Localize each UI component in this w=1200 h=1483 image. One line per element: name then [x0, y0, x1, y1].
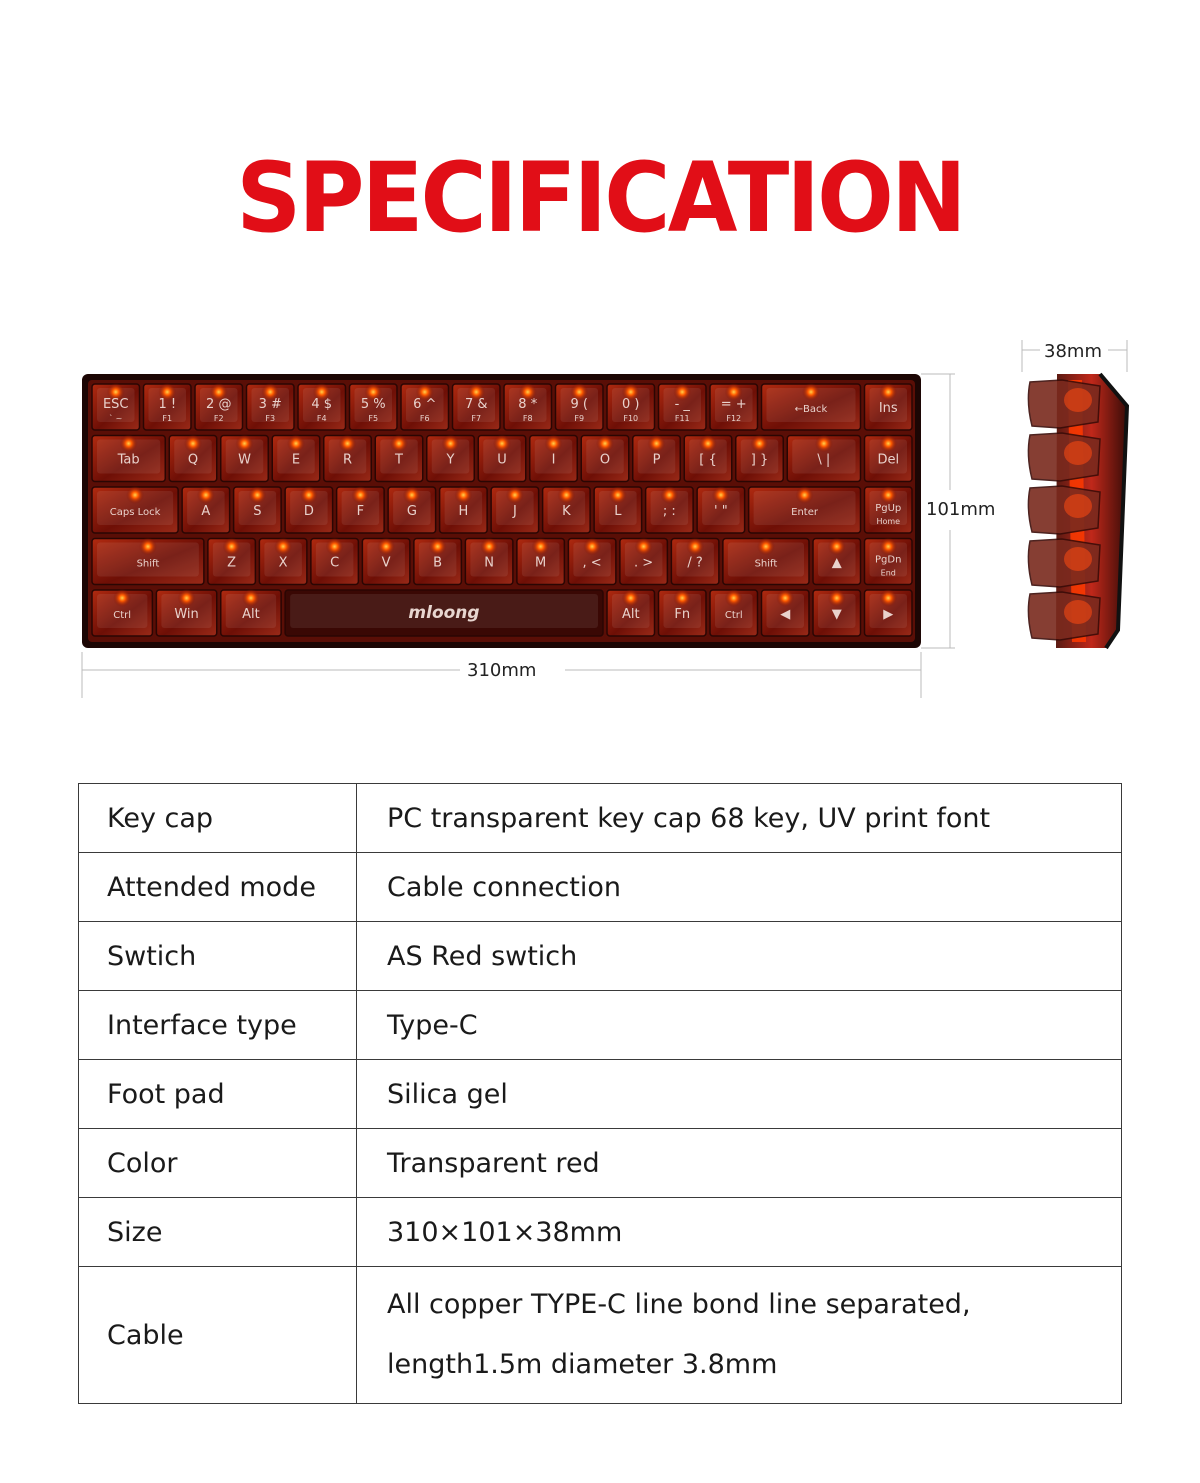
- keycap-sub-legend: End: [880, 568, 896, 578]
- keycap-legend: C: [330, 555, 340, 571]
- keycap: [504, 383, 552, 430]
- height-dimension-label: 101mm: [922, 499, 999, 520]
- page-title: SPECIFICATION: [236, 142, 964, 254]
- keycap-sub-legend: F3: [265, 414, 276, 423]
- keycap: [491, 486, 539, 533]
- specification-table: [78, 783, 1122, 1404]
- keycap: [362, 538, 410, 585]
- keycap-legend: Fn: [674, 607, 691, 622]
- keycap: [543, 486, 591, 533]
- keycap: [247, 383, 295, 430]
- keycap: [749, 486, 861, 533]
- keycap-sub-legend: F7: [471, 414, 482, 423]
- keycap: [787, 435, 860, 482]
- keycap: [813, 538, 861, 585]
- keycap-legend: Q: [187, 452, 199, 468]
- spec-label: Swtich: [79, 922, 357, 991]
- keycap: [697, 486, 745, 533]
- keycap: [684, 435, 732, 482]
- keycap: [427, 435, 475, 482]
- keycap-sub-legend: F4: [316, 414, 327, 423]
- keycap-legend: R: [342, 452, 353, 468]
- keycap: [375, 435, 423, 482]
- keycap: [221, 589, 281, 636]
- keycap: [414, 538, 462, 585]
- keycap-legend: ▼: [831, 607, 842, 622]
- keycap: [865, 383, 913, 430]
- width-dimension-label: 310mm: [463, 660, 540, 681]
- keycap: [234, 486, 282, 533]
- keycap: [710, 383, 758, 430]
- keycap-legend: = +: [720, 397, 747, 412]
- table-row: [79, 991, 1122, 1060]
- keycap-sub-legend: ` ~: [109, 414, 123, 423]
- keycap-legend: A: [201, 504, 211, 519]
- keycap: [285, 486, 333, 533]
- keycap: [92, 589, 152, 636]
- keycap-sub-legend: Home: [876, 517, 901, 526]
- spec-label: Size: [79, 1198, 357, 1267]
- keycap-legend: - _: [674, 397, 690, 412]
- keycap: [517, 538, 565, 585]
- keycap-legend: PgUp: [875, 503, 902, 514]
- keycap: [813, 589, 861, 636]
- keycap-legend: 8 *: [518, 397, 538, 412]
- keycap-legend: I: [551, 452, 556, 468]
- keycap-legend: 1 !: [158, 397, 177, 412]
- keycap: [865, 589, 913, 636]
- keyboard-illustration: [0, 330, 1200, 710]
- keycap-legend: . >: [634, 555, 654, 571]
- keycap-legend: 6 ^: [413, 397, 437, 412]
- keycap-legend: ] }: [750, 452, 769, 468]
- keycap: [388, 486, 436, 533]
- keycap-legend: Shift: [754, 558, 778, 570]
- keycap: [311, 538, 359, 585]
- keycap-legend: B: [433, 555, 443, 571]
- keycap-legend: G: [406, 504, 417, 519]
- keycap-legend: ESC: [102, 397, 129, 412]
- keycap: [298, 383, 346, 430]
- keycap: [620, 538, 668, 585]
- cable-line-1: All copper TYPE-C line bond line separated,: [387, 1289, 971, 1320]
- keycap-legend: Enter: [791, 507, 818, 518]
- keycap: [865, 486, 913, 533]
- keycap: [671, 538, 719, 585]
- spec-label: Attended mode: [79, 853, 357, 922]
- keycap-legend: 4 $: [311, 397, 333, 412]
- spec-value: [357, 1267, 1122, 1404]
- keycap: [208, 538, 256, 585]
- keyboard-dimension-figure: [0, 330, 1200, 710]
- keycap: [762, 589, 810, 636]
- spec-label: Foot pad: [79, 1060, 357, 1129]
- keycap-legend: M: [535, 555, 547, 571]
- depth-dimension-label: 38mm: [1040, 341, 1106, 362]
- keycap-legend: W: [238, 452, 251, 468]
- keycap-legend: Ctrl: [724, 610, 743, 621]
- spec-value: PC transparent key cap 68 key, UV print font: [357, 784, 1122, 853]
- keycap: [272, 435, 320, 482]
- keycap-legend: H: [458, 504, 469, 519]
- keycap: [92, 538, 204, 585]
- keycap: [92, 435, 165, 482]
- spec-value: Transparent red: [357, 1129, 1122, 1198]
- keycap-legend: X: [278, 555, 288, 571]
- keycap-legend: O: [599, 452, 611, 468]
- keycap-sub-legend: F12: [726, 414, 742, 423]
- spec-label: Color: [79, 1129, 357, 1198]
- keycap-sub-legend: F9: [574, 414, 585, 423]
- keycap-legend: 3 #: [258, 397, 282, 412]
- keycap: [92, 383, 140, 430]
- keycap: [465, 538, 513, 585]
- keycap-legend: 2 @: [206, 397, 232, 412]
- spec-value: Type-C: [357, 991, 1122, 1060]
- keycap: [221, 435, 269, 482]
- keycap-legend: ' ": [714, 504, 728, 519]
- keycap: [92, 486, 178, 533]
- keycap: [401, 383, 449, 430]
- keycap: [556, 383, 604, 430]
- keycap: [478, 435, 526, 482]
- keycap-legend: ; :: [662, 504, 676, 519]
- keycap: [324, 435, 372, 482]
- keycap-legend: Z: [227, 555, 237, 571]
- keycap: [156, 589, 216, 636]
- keycap: [633, 435, 681, 482]
- keycap-legend: Alt: [242, 607, 260, 622]
- keycap: [762, 383, 861, 430]
- keycap: [659, 589, 707, 636]
- keycap-legend: T: [395, 452, 403, 468]
- spec-label: Cable: [79, 1267, 357, 1404]
- keycap: [440, 486, 488, 533]
- keyboard-side-view: [1028, 374, 1127, 648]
- keycap-legend: ▲: [831, 555, 842, 571]
- svg-text:mloong: mloong: [408, 603, 480, 623]
- keycap-legend: Tab: [117, 452, 140, 468]
- keycap-legend: Caps Lock: [109, 507, 161, 518]
- table-row: [79, 1267, 1122, 1404]
- keycap-sub-legend: F8: [522, 414, 533, 423]
- spec-label: Interface type: [79, 991, 357, 1060]
- keycap-legend: 5 %: [360, 397, 386, 412]
- keycap-legend: N: [484, 555, 494, 571]
- keycap-legend: \ |: [817, 452, 831, 468]
- keycap: [530, 435, 578, 482]
- keycap-legend: Del: [877, 452, 900, 468]
- keycap: [195, 383, 243, 430]
- spec-value: AS Red swtich: [357, 922, 1122, 991]
- keycap-legend: D: [303, 504, 314, 519]
- keycap-legend: 7 &: [464, 397, 488, 412]
- keycap: [659, 383, 707, 430]
- keycap: [259, 538, 307, 585]
- keycap-legend: J: [512, 504, 517, 519]
- keycap-sub-legend: F6: [419, 414, 430, 423]
- table-row: [79, 1198, 1122, 1267]
- spec-label: Key cap: [79, 784, 357, 853]
- table-row: [79, 853, 1122, 922]
- keycap: [581, 435, 629, 482]
- brand-logo: [408, 603, 479, 623]
- spec-value: Cable connection: [357, 853, 1122, 922]
- keycap-legend: 0 ): [622, 397, 640, 412]
- keycap-legend: , <: [582, 555, 602, 571]
- table-row: [79, 1129, 1122, 1198]
- keycap: [865, 538, 913, 585]
- table-row: [79, 784, 1122, 853]
- keycap-legend: L: [614, 504, 622, 519]
- keycap: [350, 383, 398, 430]
- keycap: [723, 538, 809, 585]
- cable-line-2: length1.5m diameter 3.8mm: [387, 1349, 778, 1380]
- keycap: [453, 383, 501, 430]
- keycap-legend: PgDn: [875, 554, 902, 566]
- spec-value: Silica gel: [357, 1060, 1122, 1129]
- keycap: [169, 435, 217, 482]
- keycap: [182, 486, 230, 533]
- table-row: [79, 922, 1122, 991]
- keycap-legend: E: [291, 452, 301, 468]
- keycap-sub-legend: F1: [162, 414, 173, 423]
- keycap-legend: P: [652, 452, 661, 468]
- keycap-legend: Alt: [621, 607, 640, 622]
- keycap-legend: Win: [174, 607, 199, 622]
- keycap: [607, 383, 655, 430]
- keycap-legend: K: [562, 504, 571, 519]
- keycap: [710, 589, 758, 636]
- keycap-legend: V: [381, 555, 391, 571]
- keycap: [594, 486, 642, 533]
- keycap-legend: [ {: [699, 452, 717, 468]
- keycap: [865, 435, 913, 482]
- keycap-legend: Ins: [878, 401, 898, 416]
- keycap-legend: ←Back: [794, 404, 828, 415]
- keycap: [646, 486, 694, 533]
- keycap: [337, 486, 385, 533]
- keycap-sub-legend: F2: [213, 414, 224, 423]
- keycap-sub-legend: F5: [368, 414, 379, 423]
- keycap-sub-legend: F10: [623, 414, 639, 423]
- keycap-legend: ▶: [883, 607, 894, 622]
- keycap-legend: ◀: [780, 607, 791, 622]
- keycap-legend: F: [356, 504, 365, 519]
- keycap-legend: 9 (: [570, 397, 588, 412]
- keycap-legend: Ctrl: [113, 610, 132, 621]
- keycap: [607, 589, 655, 636]
- keycap-legend: U: [497, 452, 507, 468]
- keycap: [568, 538, 616, 585]
- keycap-sub-legend: F11: [674, 414, 690, 423]
- keycap-legend: / ?: [687, 555, 703, 571]
- keycap-legend: Shift: [136, 558, 160, 570]
- table-row: [79, 1060, 1122, 1129]
- spec-value: 310×101×38mm: [357, 1198, 1122, 1267]
- keycap-legend: Y: [446, 452, 455, 468]
- keycap: [736, 435, 784, 482]
- keycap-legend: S: [253, 504, 262, 519]
- keycap: [144, 383, 192, 430]
